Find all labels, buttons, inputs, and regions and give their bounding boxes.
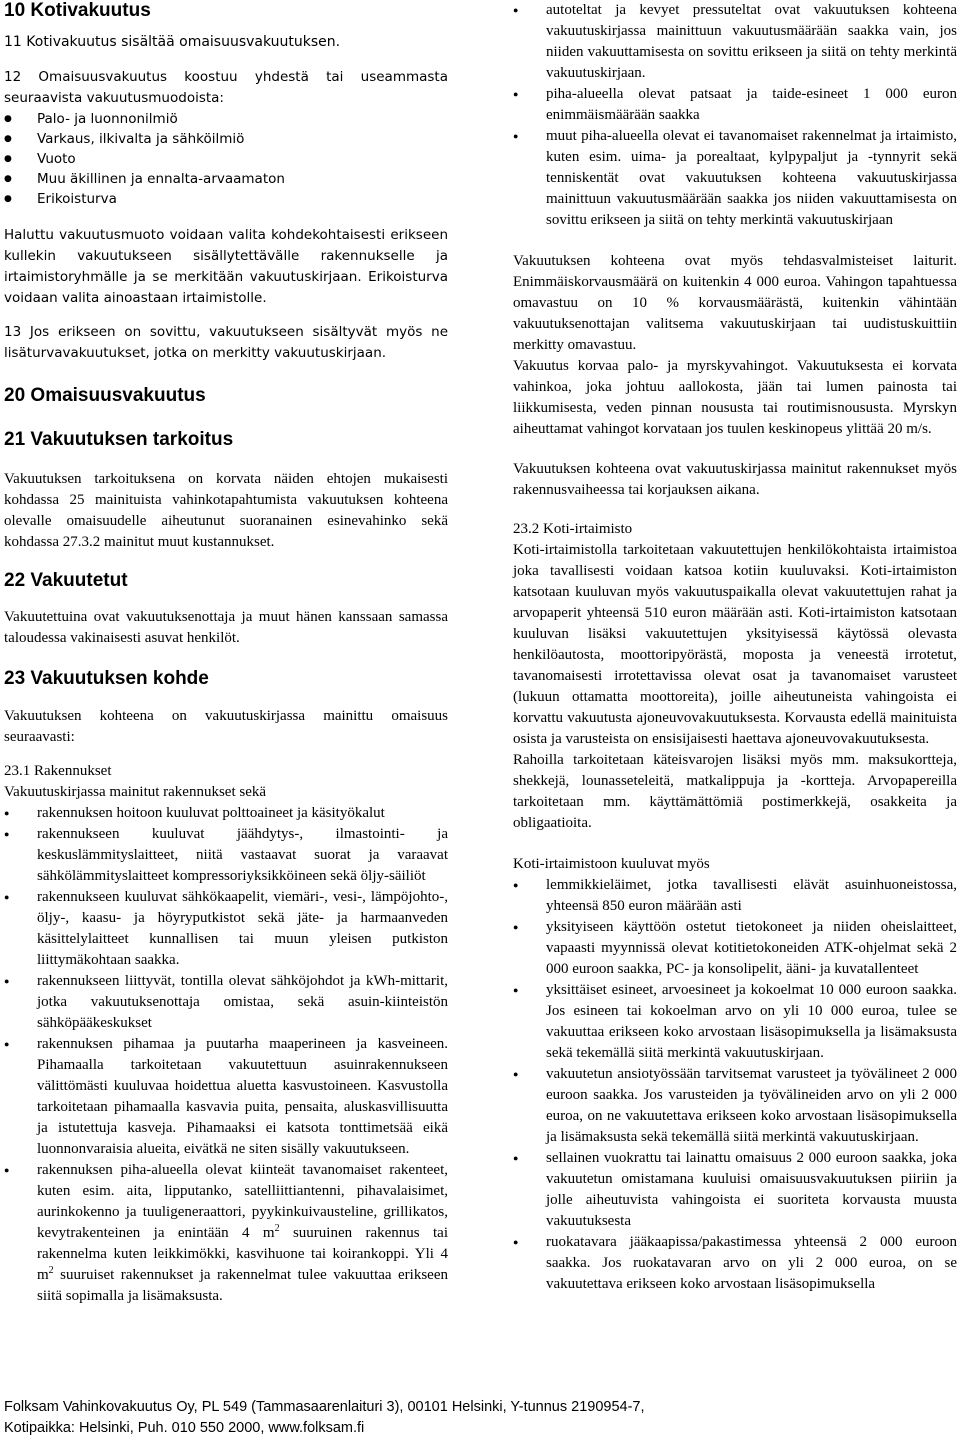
paragraph-construction: Vakuutuksen kohteena ovat vakuutuskirjassa mainitut rakennukset myös rakennusvaiheessa tai korjauksen aikana.: [513, 461, 957, 498]
heading-10: 10 Kotivakuutus: [4, 0, 151, 21]
heading-23: 23 Vakuutuksen kohde: [4, 668, 209, 689]
paragraph-piers: Vakuutuksen kohteena ovat myös tehdasvalmisteiset laiturit. Enimmäiskorvausmäärä on kuitenkin 4 000 euroa. Vahingon tapahtuessa omavastuu on 10 % korvausmäärästä, kuitenkin vähintään vakuutuksenottajan valitsema vakuutuskirjaan tai uudistuskuittiin merkitty omavastuu.: [513, 253, 957, 353]
footer-line: Folksam Vahinkovakuutus Oy, PL 549 (Tammasaarenlaituri 3), 00101 Helsinki, Y-tunnus 2190954-7,: [4, 1399, 645, 1415]
subsection-23-2-text: Koti-irtaimistolla tarkoitetaan vakuutettujen henkilökohtaista irtaimistoa joka tavallisesti voidaan katsoa kotiin kuuluvaksi. Koti-irtaimiston katsotaan kuuluvan myös vakuutuspaikalla olevat vakuutettujen rahat ja arvopaperit yhteensä 510 euron määrään asti. Koti-irtaimiston katsotaan kuuluvan lisäksi vakuutettujen yksityisessä käytössä olevasta henkilöautosta, moottoripyörästä, moposta ja veneestä irrotetut, tavanomaisesti irrotettavissa olevat osat ja tavanomaiset varusteet (lukuun ottamatta moottoreita), joille aiheutuneista vahingoista ei korvattu vakuutusta ajoneuvovakuutuksesta. Korvausta edellä mainituista osista ja varusteista on ensisijaisesti haettava ajoneuvovakuutuksesta.: [513, 542, 957, 747]
belongs-list: [513, 875, 957, 1295]
list-item: ● rakennukseen liittyvät, tontilla olevat sähköjohdot ja kWh-mittarit, jotka vakuutuksenottaja omistaa, sekä asuin-kiinteistön sähköpääkeskukset: [4, 971, 448, 1034]
paragraph-11: 11 Kotivakuutus sisältää omaisuusvakuutuksen.: [4, 34, 341, 50]
page-footer: [4, 1397, 954, 1439]
buildings-list: [4, 803, 448, 1307]
list-item: ● muut piha-alueella olevat ei tavanomaiset rakennelmat ja irtaimisto, kuten esim. uima- ja porealtaat, kylpypaljut ja -tynnyrit sekä tenniskentät ovat vakuutuksen kohteena vakuutuskirjassa mainittuun vakuutusmäärään saakka jos niiden vakuuttamisesta on sovittu erikseen ja siitä on tehty merkintä vakuutuskirjaan: [513, 126, 957, 231]
heading-22: 22 Vakuutetut: [4, 570, 128, 591]
right-column: [513, 0, 957, 1295]
list-item: ● Varkaus, ilkivalta ja sähköilmiö: [4, 129, 448, 149]
list-item: ● rakennukseen kuuluvat jäähdytys-, ilmastointi- ja keskuslämmityslaitteet, niitä vastaavat suorat ja varaavat sähkölämmityslaitteet kompressoriyksikköineen sekä öljy-säiliöt: [4, 824, 448, 887]
heading-21: 21 Vakuutuksen tarkoitus: [4, 429, 234, 450]
item-text: suuruiset rakennukset ja rakennelmat tulee vakuuttaa erikseen siitä sopimalla ja lisämaksusta.: [37, 1267, 448, 1304]
list-item: ● rakennuksen pihamaa ja puutarha maaperineen ja kasveineen. Pihamaalla tarkoitetaan vakuutettuun asuinrakennukseen välittömästi kuuluvaa hoidettua aluetta kasvustoineen. Kasvustolla tarkoitetaan pihamaalla kasvavia puita, pensaita, aluskasvillisuutta ja istutettuja kasveja. Pihamaaksi ei katsota tonttimetsää eikä luonnonvaraisia alueita, eivätkä ne siten sisälly vakuutukseen.: [4, 1034, 448, 1160]
list-item: ● Palo- ja luonnonilmiö: [4, 109, 448, 129]
footer-line: Kotipaikka: Helsinki, Puh. 010 550 2000, www.folksam.fi: [4, 1420, 365, 1436]
paragraph-13: 13 Jos erikseen on sovittu, vakuutukseen sisältyvät myös ne lisäturvavakuutukset, jotka on merkitty vakuutuskirjaan.: [4, 324, 448, 361]
list-item: ● yksityiseen käyttöön ostetut tietokoneet ja niiden oheislaitteet, vapaasti myynnissä olevat kotitietokoneiden ATK-ohjelmat sekä 2 000 euroon saakka, PC- ja konsolipelit, ääni- ja kuvatallenteet: [513, 917, 957, 980]
list-item: ● autoteltat ja kevyet pressuteltat ovat vakuutuksen kohteena vakuutuskirjassa mainittuun vakuutusmäärään saakka vain, jos niiden vakuuttamisesta on sovittu erikseen ja siitä on tehty merkintä vakuutuskirjaan.: [513, 0, 957, 84]
list-item: ● rakennuksen hoitoon kuuluvat polttoaineet ja käsityökalut: [4, 803, 448, 824]
paragraph-12: 12 Omaisuusvakuutus koostuu yhdestä tai useammasta seuraavista vakuutusmuodoista:: [4, 69, 448, 106]
list-item: ● sellainen vuokrattu tai lainattu omaisuus 2 000 euroon saakka, joka vakuutetun omistamana kuuluisi omaisuusvakuutuksen piiriin ja jolle aiheutuvista vahingoista ei suoriteta korvausta muusta vakuutuksesta: [513, 1148, 957, 1232]
list-item: ● piha-alueella olevat patsaat ja taide-esineet 1 000 euron enimmäismäärään saakka: [513, 84, 957, 126]
list-item: ● lemmikkieläimet, jotka tavallisesti elävät asuinhuoneistossa, yhteensä 850 euron määrään asti: [513, 875, 957, 917]
subsection-23-2-money: Rahoilla tarkoitetaan käteisvarojen lisäksi myös mm. maksukortteja, shekkejä, lounasseteleitä, matkalippuja ja -kortteja. Arvopapereilla tarkoitetaan mm. käyttämättömiä postimerkkejä, osakkeita ja obligaatioita.: [513, 752, 957, 831]
subsection-23-2-title: 23.2 Koti-irtaimisto: [513, 521, 633, 537]
list-item: ● Muu äkillinen ja ennalta-arvaamaton: [4, 169, 448, 189]
list-item: ● vakuutetun ansiotyössään tarvitsemat varusteet ja työvälineet 2 000 euroon saakka. Jos varusteiden ja työvälineiden arvo on yli 2 000 euroa, on ne vakuutettava erikseen koko arvostaan lisäsopimuksella ja lisämaksusta sekä tekemällä siitä merkintä vakuutuskirjaan.: [513, 1064, 957, 1148]
paragraph-23: Vakuutuksen kohteena on vakuutuskirjassa mainittu omaisuus seuraavasti:: [4, 708, 448, 745]
paragraph-22: Vakuutettuina ovat vakuutuksenottaja ja muut hänen kanssaan samassa taloudessa vakinaisesti asuvat henkilöt.: [4, 609, 448, 646]
paragraph-21: Vakuutuksen tarkoituksena on korvata näiden ehtojen mukaisesti kohdassa 25 mainituista vahinkotapahtumista vakuutuksen kohteena olevalle omaisuudelle aiheutunut suoranainen esinevahinko sekä kohdassa 27.3.2 mainitut muut kustannukset.: [4, 471, 448, 550]
left-column: [4, 0, 448, 1307]
list-item: [4, 1160, 448, 1307]
item-text: suuruinen rakennus tai rakennelma kuten leikkimökki, kasvihuone tai koirankoppi. Yli 4 m: [37, 1225, 448, 1283]
heading-20: 20 Omaisuusvakuutus: [4, 385, 206, 406]
subsection-23-1-title: 23.1 Rakennukset: [4, 763, 112, 779]
list-item: ● rakennukseen kuuluvat sähkökaapelit, viemäri-, vesi-, lämpöjohto-, öljy-, kaasu- ja höyryputkistot sekä jäte- ja harmaanveden käsittelylaitteet kunnallisen tai muun yleisen putkiston liittymäkohtaan saakka.: [4, 887, 448, 971]
superscript: 2: [48, 1265, 54, 1276]
list-item: ● Vuoto: [4, 149, 448, 169]
item-text: rakennuksen piha-alueella olevat kiinteät tavanomaiset rakenteet, kuten esim. aita, lipputanko, satelliittiantenni, pihavalaisimet, aurinkokenno ja tuuligeneraattori, pyykinkuivausteline, grillikatos, kevytrakenteinen ja enintään 4 m: [37, 1162, 448, 1241]
list-item: ● Erikoisturva: [4, 189, 448, 209]
subsection-23-1-intro: Vakuutuskirjassa mainitut rakennukset sekä: [4, 784, 267, 800]
insurance-forms-list: [4, 109, 448, 209]
belongs-title: Koti-irtaimistoon kuuluvat myös: [513, 856, 710, 872]
list-item: ● ruokatavara jääkaapissa/pakastimessa yhteensä 2 000 euroon saakka. Jos ruokatavaran arvo on yli 2 000 euroa, on se vakuutettava erikseen koko arvostaan lisäsopimuksella: [513, 1232, 957, 1295]
paragraph-piers-damage: Vakuutus korvaa palo- ja myrskyvahingot. Vakuutuksesta ei korvata vahinkoa, joka johtuu aallokosta, jään tai lumen painosta tai liikkumisesta, veden pinnan noususta tai routimisnoususta. Myrskyn aiheuttamat vahingot korvataan jos tuulen keskinopeus ylittää 20 m/s.: [513, 358, 957, 437]
list-item: ● yksittäiset esineet, arvoesineet ja kokoelmat 10 000 euroon saakka. Jos esineen tai kokoelman arvo on yli 10 000 euroa, tulee se vakuuttaa erikseen koko arvostaan lisäsopimuksella ja lisämaksusta sekä tekemällä siitä merkintä vakuutuskirjaan.: [513, 980, 957, 1064]
superscript: 2: [274, 1223, 280, 1234]
paragraph-choice: Haluttu vakuutusmuoto voidaan valita kohdekohtaisesti erikseen kullekin vakuutukseen sisällytettävälle rakennukselle ja irtaimistoryhmälle ja se merkitään vakuutuskirjaan. Erikoisturva voidaan valita ainoastaan irtaimistolle.: [4, 227, 448, 306]
yard-items-list: [513, 0, 957, 231]
